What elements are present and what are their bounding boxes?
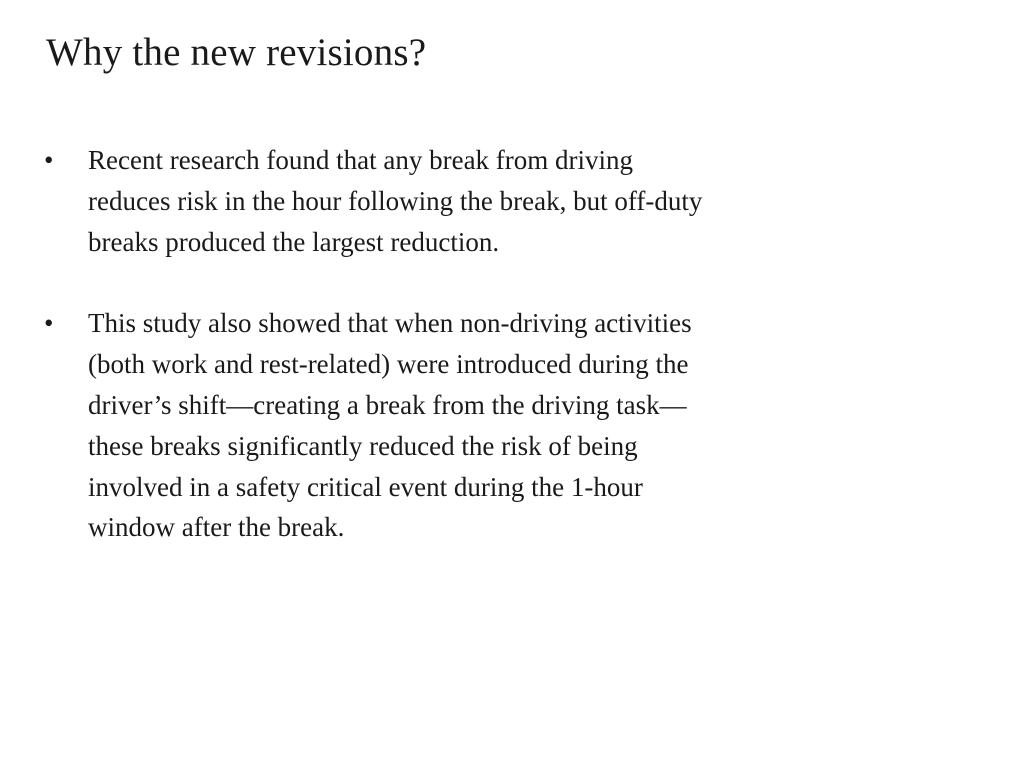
bullet-text-line: involved in a safety critical event during the 1-hour [88,471,643,502]
slide-title: Why the new revisions? [46,31,427,74]
bullet-text-line: reduces risk in the hour following the break, but off-duty [88,185,703,216]
bullet-text-line: This study also showed that when non-driving activities [88,308,692,339]
bullet-list [44,140,924,548]
bullet-item [44,303,924,548]
bullet-item [44,140,924,262]
bullet-text-line: (both work and rest-related) were introduced during the [88,349,689,380]
bullet-text-line: these breaks significantly reduced the risk of being [88,430,638,461]
bullet-dot-icon: • [44,308,54,339]
bullet-dot-icon: • [44,145,54,175]
bullet-text-line: driver’s shift—creating a break from the driving task— [88,389,687,420]
bullet-text-line: breaks produced the largest reduction. [88,226,500,257]
bullet-text-line: window after the break. [88,512,345,543]
bullet-text-line: Recent research found that any break from driving [88,145,634,175]
